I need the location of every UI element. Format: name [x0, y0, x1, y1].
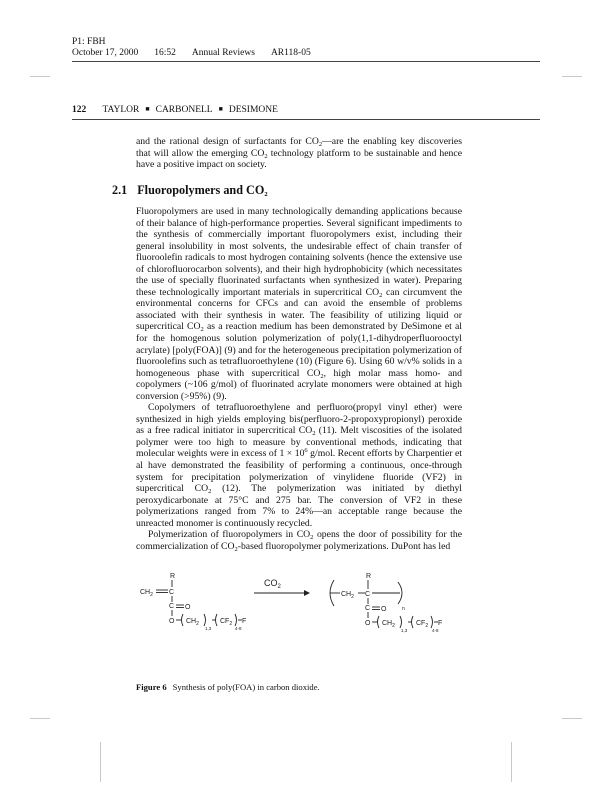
proof-header-line: P1: FBH	[72, 37, 106, 47]
svg-text:CH2: $CH_2$	[382, 620, 395, 629]
crop-mark	[30, 718, 50, 719]
svg-text:C: C	[365, 605, 371, 612]
figure-caption	[136, 682, 320, 692]
figure-label: Figure 6	[136, 682, 167, 692]
reaction-scheme-figure	[136, 572, 462, 672]
svg-text:1,3: 1,3	[401, 628, 408, 633]
svg-text:4-8: 4-8	[235, 626, 242, 631]
section-number: 2.1	[112, 183, 128, 197]
crop-mark	[511, 742, 512, 782]
header-rule	[72, 61, 540, 62]
svg-text:CH2: $CH_2$	[186, 618, 199, 627]
svg-text:O: O	[381, 606, 387, 613]
fluorine-label: F	[242, 618, 247, 625]
separator-square: ■	[218, 105, 223, 113]
crop-mark	[562, 76, 582, 77]
carbon-label: C	[169, 589, 175, 596]
header-time: 16:52	[154, 48, 176, 58]
svg-text:CF2: $CF_2$	[416, 620, 429, 629]
svg-text:1,3: 1,3	[205, 626, 212, 631]
r-group-label: R	[170, 573, 176, 580]
crop-mark	[562, 718, 582, 719]
svg-text:F: F	[438, 620, 443, 627]
repeat-unit-n: n	[402, 606, 405, 612]
paragraph: Polymerization of fluoropolymers in $CO_2$ opens the door of possibility for the commercialization of $CO_2$-based fluoropolymer polymerizations. DuPont has led	[136, 529, 462, 553]
running-head-rule	[72, 119, 540, 120]
co2-arrow-label: $CO_2$	[264, 578, 281, 590]
proof-header-meta	[72, 47, 311, 59]
svg-text:C: C	[365, 591, 371, 598]
ch2-label: $CH_2$	[140, 589, 153, 598]
paragraph: Fluoropolymers are used in many technologically demanding applications because of their balance of high-performance properties. Several significant impediments to the synthesis of commercially important fluoropolymers exist, including their general insolubility in most solvents, the undesirable effect of chain transfer of fluoroolefin radicals to most hydrogen containing solvents (hence the extensive use of chlorofluorocarbon solvents), and their high hydrophobicity (which necessitates the use of specially fluorinated surfactants when synthesized in water). Preparing these technologically important materials in supercritical $CO_2$ can circumvent the environmental concerns for CFCs and can avoid the ensemble of problems associated with their synthesis in water. The feasibility of utilizing liquid or supercritical $CO_2$ as a reaction medium has been demonstrated by DeSimone et al for the homogenous solution polymerization of poly(1,1-dihydroperfluorooctyl acrylate) [poly(FOA)] (9) and for the heterogeneous precipitation polymerization of fluoroolefins such as tetrafluoroethylene (10) (Figure 6). Using 60 w/v% solids in a homogeneous phase with supercritical $CO_2$, high molar mass homo- and copolymers (~106 g/mol) of fluorinated acrylate monomers were obtained at high conversion (>95%) (9).	[136, 206, 462, 402]
crop-mark	[100, 742, 101, 782]
crop-mark	[30, 76, 50, 77]
header-publisher: Annual Reviews	[191, 48, 255, 58]
author-name: DESIMONE	[228, 105, 278, 115]
intro-paragraph: and the rational design of surfactants for $CO_2—are$ the enabling key discoveries that will allow the emerging $CO_2$ technology platform to be sustainable and hence have a positive impact on society.	[136, 136, 463, 171]
paragraph: Copolymers of tetrafluoroethylene and perfluoro(propyl vinyl ether) were synthesized in high yields employing bis(perfluoro-2-propoxypropionyl) peroxide as a free radical initiator in supercritical $CO_2$ (11). Melt viscosities of the isolated polymer were too high to measure by conventional methods, indicating that molecular weights were in excess of $1 \times 10^6$ g/mol. Recent efforts by Charpentier et al have demonstrated the feasibility of performing a continuous, once-through system for precipitation polymerization of vinylidene fluoride (VF2) in supercritical $CO_2$ (12). The polymerization was initiated by diethyl peroxydicarbonate at 75°C and 275 bar. The conversion of VF2 in these polymerizations ranged from 7% to 24%—an acceptable range because the unreacted monomer is continuously recycled.	[136, 402, 462, 529]
carbonyl-carbon-label: C	[169, 603, 175, 610]
svg-text:CF2: $CF_2$	[220, 618, 233, 627]
svg-text:CH2: $CH_2$	[341, 591, 354, 600]
svg-text:R: R	[366, 573, 372, 580]
author-name: CARBONELL	[155, 105, 213, 115]
carbonyl-oxygen-label: O	[185, 604, 191, 611]
separator-square: ■	[145, 105, 150, 113]
section-title: Fluoropolymers and CO	[137, 183, 265, 197]
svg-text:4-8: 4-8	[432, 628, 439, 633]
page-number: 122	[72, 105, 87, 115]
header-date: October 17, 2000	[72, 48, 139, 58]
section-heading: 2.1 Fluoropolymers and $CO_2$	[112, 183, 268, 198]
header-code: AR118-05	[270, 48, 311, 58]
ester-oxygen-label: O	[169, 618, 175, 625]
running-head	[72, 104, 540, 116]
caption-text: Synthesis of poly(FOA) in carbon dioxide.	[172, 682, 320, 692]
svg-text:O: O	[365, 620, 371, 627]
body-text	[136, 206, 462, 552]
author-name: TAYLOR	[102, 105, 140, 115]
